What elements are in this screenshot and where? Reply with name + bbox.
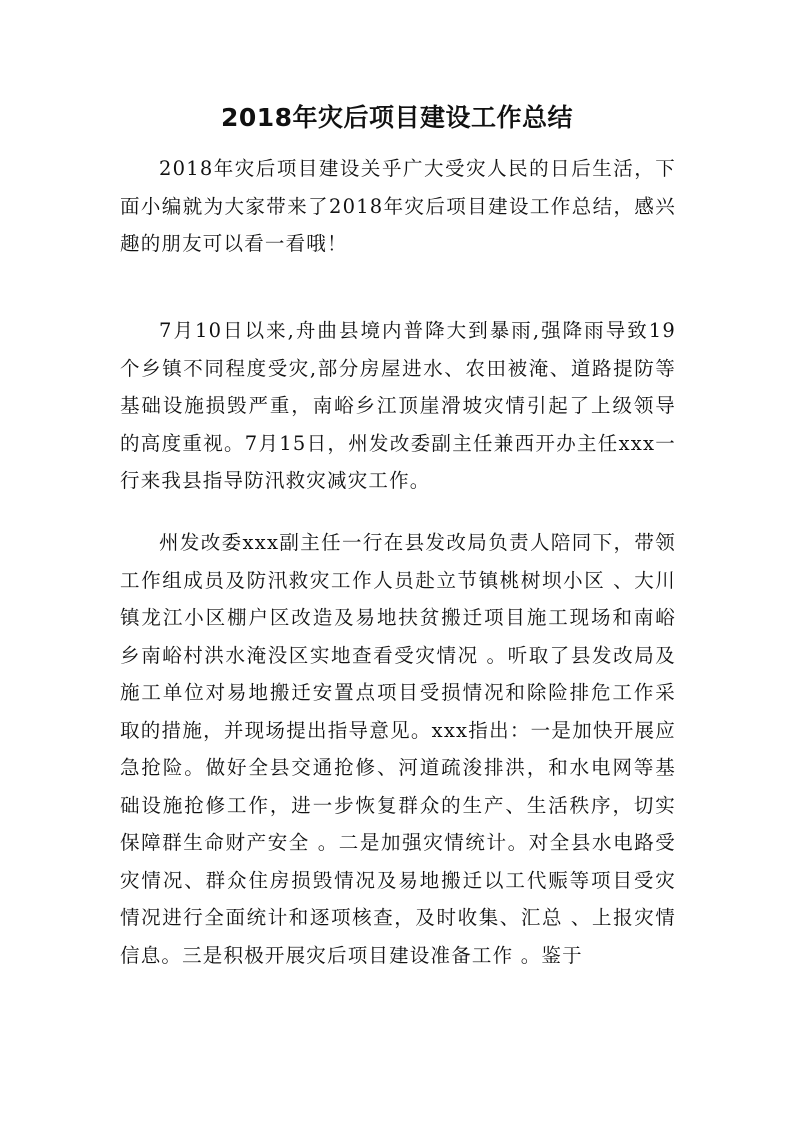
body-paragraph: 州发改委xxx副主任一行在县发改局负责人陪同下，带领工作组成员及防汛救灾工作人员赴立节镇桃树坝小区 、大川镇龙江小区棚户区改造及易地扶贫搬迁项目施工现场和南峪乡南峪村洪水淹没区实地查看受灾情况 。听取了县发改局及施工单位对易地搬迁安置点项目受损情况和除险排危工作采取的措施，并现场提出指导意见。xxx指出：一是加快开展应急抢险。做好全县交通抢修、河道疏浚排洪，和水电网等基础设施抢修工作，进一步恢复群众的生产、生活秩序，切实保障群生命财产安全 。二是加强灾情统计。对全县水电路受灾情况、群众住房损毁情况及易地搬迁以工代赈等项目受灾情况进行全面统计和逐项核查，及时收集、汇总 、上报灾情信息。三是积极开展灾后项目建设准备工作 。鉴于 bbox=[120, 531, 676, 967]
intro-paragraph: 2018年灾后项目建设关乎广大受灾人民的日后生活，下面小编就为大家带来了2018年灾后项目建设工作总结，感兴趣的朋友可以看一看哦！ bbox=[120, 157, 676, 255]
document-title: 2018年灾后项目建设工作总结 bbox=[220, 103, 574, 132]
body-paragraph: 7月10日以来,舟曲县境内普降大到暴雨,强降雨导致19个乡镇不同程度受灾,部分房屋进水、农田被淹、道路提防等基础设施损毁严重，南峪乡江顶崖滑坡灾情引起了上级领导的高度重视。7月15日，州发改委副主任兼西开办主任xxx一行来我县指导防汛救灾减灾工作。 bbox=[120, 319, 676, 492]
